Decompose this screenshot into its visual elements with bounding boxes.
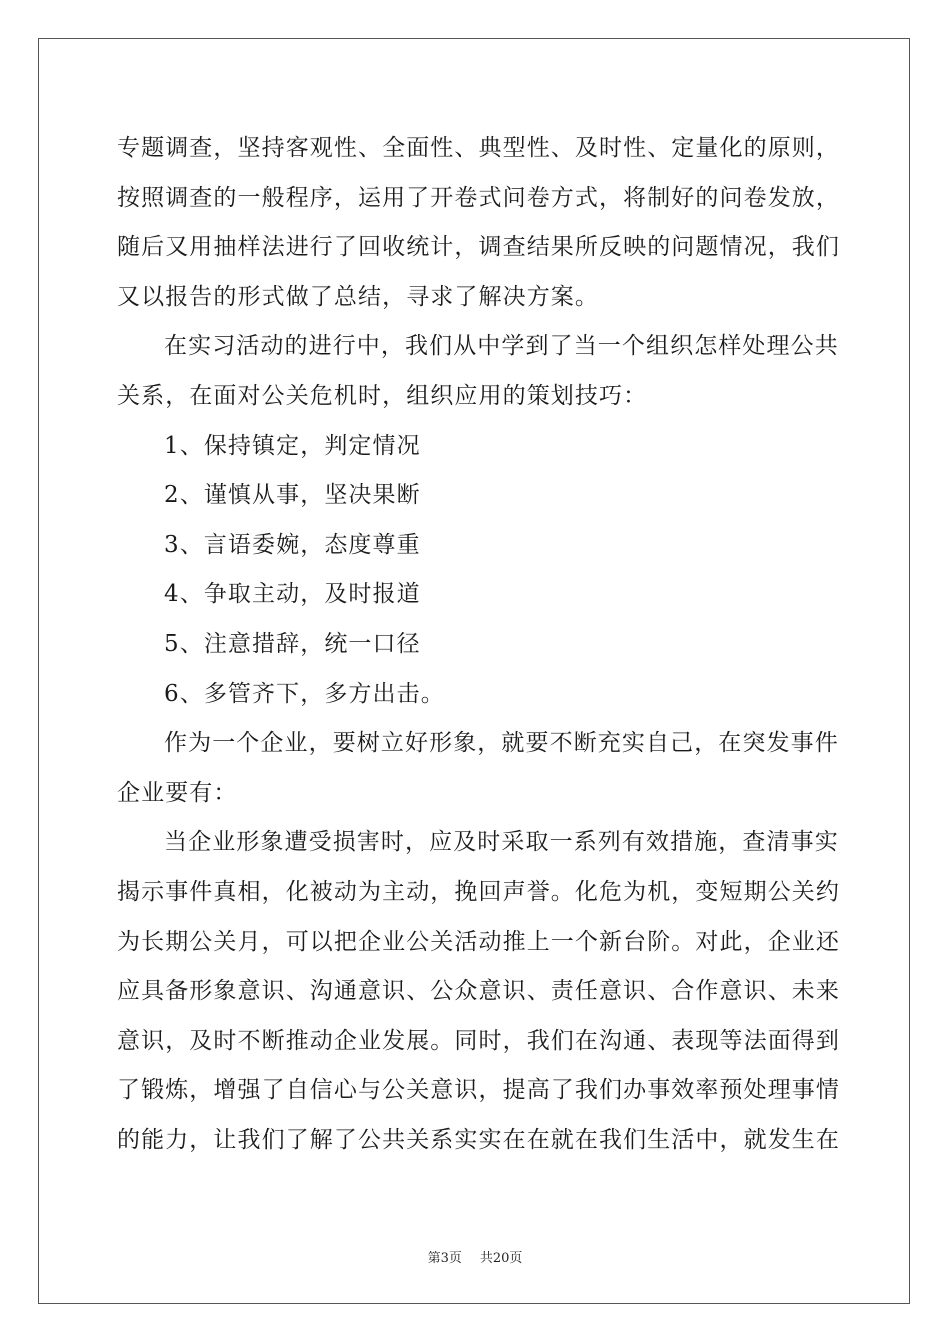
text-line: 的能力，让我们了解了公共关系实实在在就在我们生活中，就发生在 bbox=[117, 1126, 840, 1153]
text-line: 关系，在面对公关危机时，组织应用的策划技巧： bbox=[117, 382, 648, 409]
text-line: 当企业形象遭受损害时，应及时采取一系列有效措施，查清事实 bbox=[164, 829, 839, 856]
text-line: 又以报告的形式做了总结，寻求了解决方案。 bbox=[117, 283, 599, 310]
text-line: 意识，及时不断推动企业发展。同时，我们在沟通、表现等法面得到 bbox=[117, 1027, 840, 1054]
text-line: 5、注意措辞，统一口径 bbox=[164, 630, 421, 657]
text-line: 了锻炼，增强了自信心与公关意识，提高了我们办事效率预处理事情 bbox=[117, 1077, 840, 1104]
text-line: 4、争取主动，及时报道 bbox=[164, 581, 421, 608]
text-line: 3、言语委婉，态度尊重 bbox=[164, 531, 421, 558]
text-line: 6、多管齐下，多方出击。 bbox=[164, 680, 445, 707]
text-line: 2、谨慎从事，坚决果断 bbox=[164, 482, 421, 509]
text-line: 随后又用抽样法进行了回收统计，调查结果所反映的问题情况，我们 bbox=[117, 234, 840, 261]
text-line: 专题调查，坚持客观性、全面性、典型性、及时性、定量化的原则， bbox=[117, 135, 840, 161]
text-line: 企业要有： bbox=[117, 779, 238, 806]
text-line: 揭示事件真相，化被动为主动，挽回声誉。化危为机，变短期公关约 bbox=[117, 878, 840, 905]
page-footer bbox=[0, 1247, 950, 1266]
text-line: 按照调查的一般程序，运用了开卷式问卷方式，将制好的问卷发放， bbox=[117, 184, 840, 211]
text-line: 在实习活动的进行中，我们从中学到了当一个组织怎样处理公共 bbox=[164, 333, 839, 360]
text-line: 作为一个企业，要树立好形象，就要不断充实自己，在突发事件 bbox=[164, 730, 839, 757]
text-line: 应具备形象意识、沟通意识、公众意识、责任意识、合作意识、未来 bbox=[117, 978, 840, 1005]
text-line: 1、保持镇定，判定情况 bbox=[164, 432, 421, 459]
page-number: 第3页 bbox=[427, 1251, 462, 1266]
page-total: 共20页 bbox=[479, 1251, 523, 1266]
document-body bbox=[117, 124, 840, 1165]
text-line: 为长期公关月，可以把企业公关活动推上一个新台阶。对此，企业还 bbox=[117, 928, 840, 955]
